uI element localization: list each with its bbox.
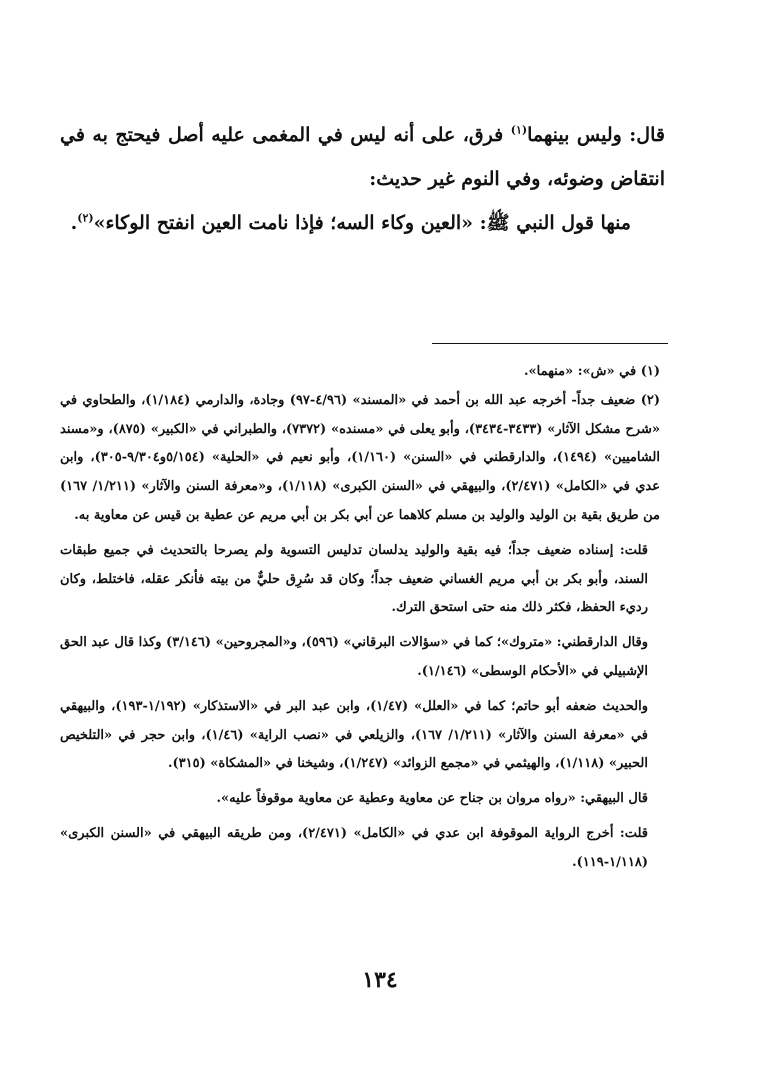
comment-paragraph-3: والحديث ضعفه أبو حاتم؛ كما في «العلل» (١/٤٧)، وابن عبد البر في «الاستذكار» (١/١٩٢-١٩٣)، والبيهقي في «معرفة السنن والآثار» (١/٢١١/ ١٦٧)، والزيلعي في «نصب الراية» (١/٤٦)، وابن حجر في «التلخيص الحبير» (١/١١٨)، والهيثمي في «مجمع الزوائد» (١/٢٤٧)، وشيخنا في «المشكاة» (٣١٥). — [60, 698, 648, 772]
main-line-2: منها قول النبي ﷺ: «العين وكاء السه؛ فإذا نامت العين انفتح الوكاء» — [93, 212, 631, 234]
comment-paragraph-2: وقال الدارقطني: «متروك»؛ كما في «سؤالات البرقاني» (٥٩٦)، و«المجروحين» (٣/١٤٦) وكذا قال عبد الحق الإشبيلي في «الأحكام الوسطى» (١/١٤٦). — [60, 635, 648, 679]
page-number: ١٣٤ — [362, 967, 398, 993]
main-line-1-rest: فرق، على أنه ليس في المغمى عليه أصل فيحتج به في انتقاض وضوئه، وفي النوم غير حديث: — [60, 124, 665, 190]
main-text — [60, 113, 665, 245]
footnote-ref-1: (١) — [510, 123, 528, 137]
footnote-ref-2: (٢) — [77, 211, 94, 225]
main-paragraph-1 — [60, 113, 665, 201]
main-paragraph-2 — [60, 201, 665, 245]
comment-paragraph-1: قلت: إسناده ضعيف جداً؛ فيه بقية والوليد يدلسان تدليس التسوية ولم يصرحا بالتحديث في جميع طبقات السند، وأبو بكر بن أبي مريم الغساني ضعيف جداً؛ وكان قد سُرِق حليٌّ من بيته فأنكر عقله، فاختلط، وكان رديء الحفظ، فكثر ذلك منه حتى استحق الترك. — [60, 542, 648, 616]
main-line-2-end: . — [70, 212, 78, 234]
main-line-1-start: قال: وليس بينهما — [527, 124, 665, 146]
footnote-1: (١) في «ش»: «منهما». — [524, 364, 660, 379]
footnote-separator — [432, 343, 668, 344]
comment-paragraph-4: قال البيهقي: «رواه مروان بن جناح عن معاوية وعطية عن معاوية موقوفاً عليه». — [216, 791, 648, 807]
footnote-2: (٢) ضعيف جداً- أخرجه عبد الله بن أحمد في «المسند» (٤/٩٦-٩٧) وجادة، والدارمي (١/١٨٤)، والطحاوي في «شرح مشكل الآثار» (٣٤٣٣-٣٤٣٤)، وأبو يعلى في «مسنده» (٧٣٧٢)، والطبراني في «الكبير» (٨٧٥)، و«مسند الشاميين» (١٤٩٤)، والدارقطني في «السنن» (١/١٦٠)، وأبو نعيم في «الحلية» (٥/١٥٤و٩/٣٠٤-٣٠٥)، وابن عدي في «الكامل» (٢/٤٧١)، والبيهقي في «السنن الكبرى» (١/١١٨)، و«معرفة السنن والآثار» (١/٢١١/ ١٦٧) من طريق بقية بن الوليد والوليد بن مسلم كلاهما عن أبي بكر بن أبي مريم عن عطية بن قيس عن معاوية به. — [60, 392, 661, 523]
footnotes — [60, 358, 668, 878]
comment-paragraph-5: قلت: أخرج الرواية الموقوفة ابن عدي في «الكامل» (٢/٤٧١)، ومن طريقه البيهقي في «السنن الكبرى» (١/١١٨-١١٩). — [60, 825, 648, 870]
